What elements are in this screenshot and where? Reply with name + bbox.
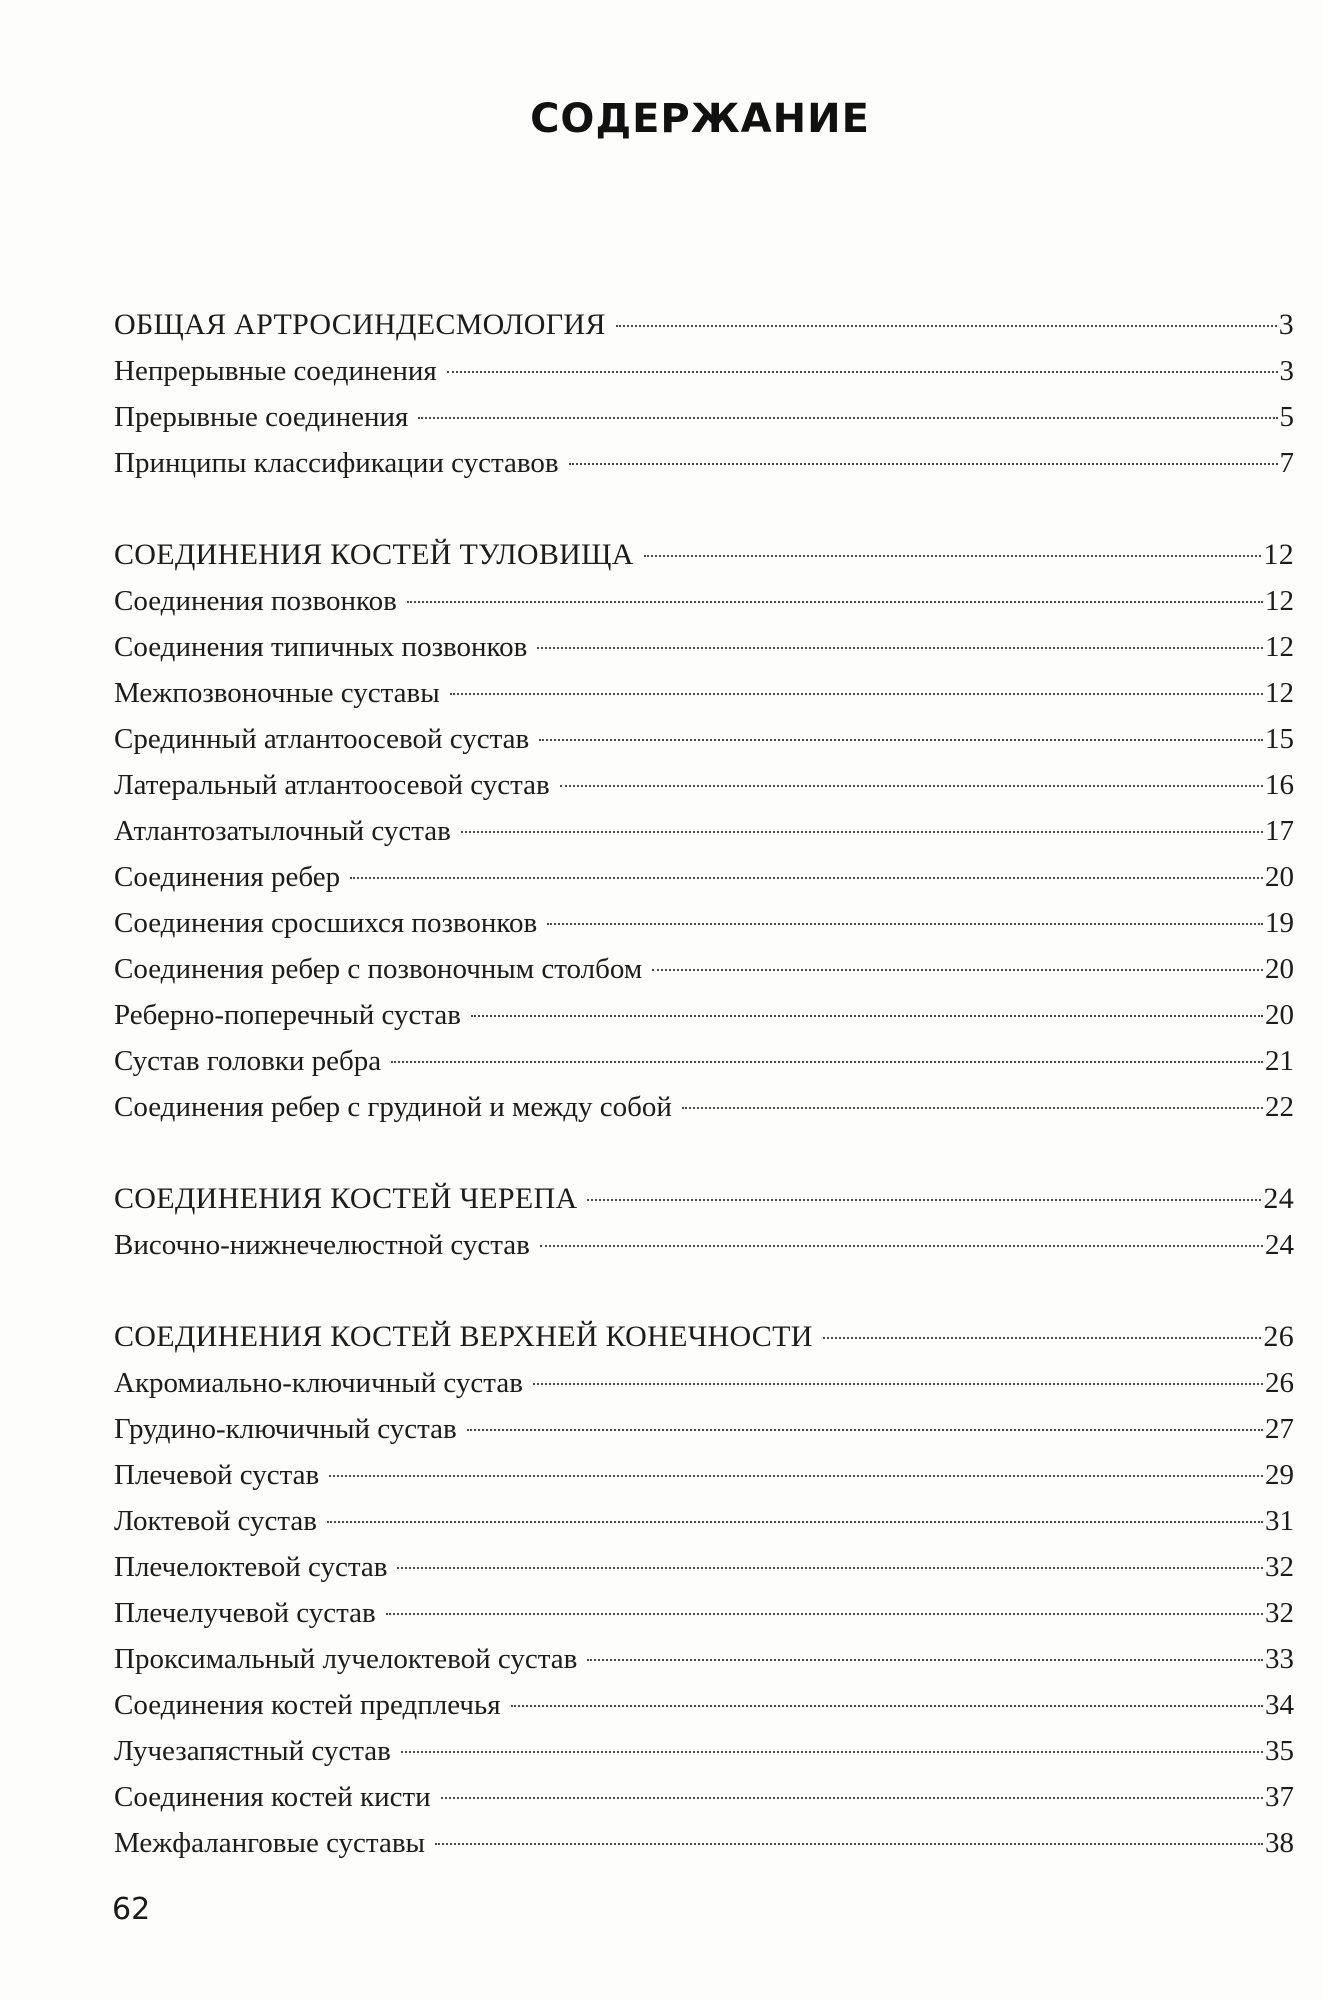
dot-leader — [560, 785, 1263, 787]
dot-leader — [533, 1383, 1263, 1385]
entry-title: Локтевой сустав — [114, 1505, 317, 1537]
toc-entry[interactable] — [114, 1636, 1294, 1682]
entry-page-number: 32 — [1265, 1551, 1294, 1583]
entry-title: Срединный атлантоосевой сустав — [114, 723, 530, 755]
entry-title: Межпозвоночные суставы — [114, 677, 440, 709]
entry-title: Прерывные соединения — [114, 401, 409, 433]
toc-section — [114, 532, 1294, 1130]
dot-leader — [682, 1107, 1263, 1109]
entry-page-number: 15 — [1265, 723, 1294, 755]
dot-leader — [547, 923, 1263, 925]
toc-entry[interactable] — [114, 992, 1294, 1038]
dot-leader — [461, 831, 1263, 833]
entry-title: Плечелучевой сустав — [114, 1597, 376, 1629]
entry-page-number: 24 — [1263, 1182, 1294, 1215]
toc-entry[interactable] — [114, 1452, 1294, 1498]
dot-leader — [418, 417, 1277, 419]
toc-entry[interactable] — [114, 808, 1294, 854]
toc-entry[interactable] — [114, 1590, 1294, 1636]
toc-entry[interactable] — [114, 1406, 1294, 1452]
section-title: СОЕДИНЕНИЯ КОСТЕЙ ЧЕРЕПА — [114, 1182, 578, 1215]
toc-entry[interactable] — [114, 348, 1294, 394]
toc-entry[interactable] — [114, 1544, 1294, 1590]
entry-title: Межфаланговые суставы — [114, 1827, 425, 1859]
entry-page-number: 3 — [1278, 308, 1294, 341]
entry-title: Соединения позвонков — [114, 585, 397, 617]
entry-page-number: 27 — [1265, 1413, 1294, 1445]
entry-title: Соединения костей кисти — [114, 1781, 431, 1813]
toc-entry[interactable] — [114, 1360, 1294, 1406]
entry-title: Реберно-поперечный сустав — [114, 999, 461, 1031]
dot-leader — [537, 647, 1263, 649]
entry-page-number: 12 — [1265, 677, 1294, 709]
toc-entry[interactable] — [114, 1222, 1294, 1268]
dot-leader — [587, 1199, 1261, 1201]
dot-leader — [587, 1659, 1263, 1661]
section-title: СОЕДИНЕНИЯ КОСТЕЙ ВЕРХНЕЙ КОНЕЧНОСТИ — [114, 1320, 813, 1353]
toc-entry[interactable] — [114, 854, 1294, 900]
toc-entry[interactable] — [114, 946, 1294, 992]
entry-page-number: 34 — [1265, 1689, 1294, 1721]
entry-title: Лучезапястный сустав — [114, 1735, 391, 1767]
toc-entry[interactable] — [114, 900, 1294, 946]
toc-section-heading[interactable] — [114, 302, 1294, 348]
dot-leader — [644, 555, 1262, 557]
toc-entry[interactable] — [114, 670, 1294, 716]
dot-leader — [329, 1475, 1263, 1477]
dot-leader — [450, 693, 1263, 695]
entry-title: Соединения ребер — [114, 861, 341, 893]
dot-leader — [327, 1521, 1263, 1523]
toc-entry[interactable] — [114, 1498, 1294, 1544]
entry-page-number: 31 — [1265, 1505, 1294, 1537]
entry-title: Соединения ребер с грудиной и между собой — [114, 1091, 672, 1123]
dot-leader — [471, 1015, 1263, 1017]
entry-page-number: 17 — [1265, 815, 1294, 847]
entry-page-number: 22 — [1265, 1091, 1294, 1123]
entry-title: Акромиально-ключичный сустав — [114, 1367, 523, 1399]
entry-page-number: 12 — [1263, 538, 1294, 571]
entry-page-number: 5 — [1279, 401, 1294, 433]
entry-page-number: 26 — [1263, 1320, 1294, 1353]
entry-title: Принципы классификации суставов — [114, 447, 559, 479]
entry-title: Соединения костей предплечья — [114, 1689, 501, 1721]
dot-leader — [391, 1061, 1263, 1063]
entry-title: Атлантозатылочный сустав — [114, 815, 451, 847]
entry-title: Плечевой сустав — [114, 1459, 320, 1491]
toc-entry[interactable] — [114, 1774, 1294, 1820]
dot-leader — [350, 877, 1263, 879]
dot-leader — [435, 1843, 1263, 1845]
dot-leader — [447, 371, 1278, 373]
dot-leader — [386, 1613, 1263, 1615]
entry-title: Проксимальный лучелоктевой сустав — [114, 1643, 578, 1675]
toc-section — [114, 1176, 1294, 1268]
toc-entry[interactable] — [114, 1038, 1294, 1084]
dot-leader — [441, 1797, 1263, 1799]
entry-page-number: 7 — [1279, 447, 1294, 479]
table-of-contents — [114, 302, 1294, 1912]
entry-page-number: 16 — [1265, 769, 1294, 801]
entry-page-number: 12 — [1265, 585, 1294, 617]
entry-page-number: 20 — [1265, 999, 1294, 1031]
entry-page-number: 3 — [1279, 355, 1294, 387]
toc-entry[interactable] — [114, 716, 1294, 762]
dot-leader — [467, 1429, 1263, 1431]
entry-page-number: 24 — [1265, 1229, 1294, 1261]
toc-section-heading[interactable] — [114, 1314, 1294, 1360]
entry-page-number: 20 — [1265, 861, 1294, 893]
section-title: ОБЩАЯ АРТРОСИНДЕСМОЛОГИЯ — [114, 308, 606, 341]
toc-entry[interactable] — [114, 1084, 1294, 1130]
entry-page-number: 29 — [1265, 1459, 1294, 1491]
entry-page-number: 20 — [1265, 953, 1294, 985]
toc-entry[interactable] — [114, 1682, 1294, 1728]
dot-leader — [407, 601, 1263, 603]
toc-section — [114, 1314, 1294, 1866]
entry-title: Латеральный атлантоосевой сустав — [114, 769, 550, 801]
entry-page-number: 33 — [1265, 1643, 1294, 1675]
entry-page-number: 35 — [1265, 1735, 1294, 1767]
entry-page-number: 37 — [1265, 1781, 1294, 1813]
entry-page-number: 19 — [1265, 907, 1294, 939]
entry-title: Соединения сросшихся позвонков — [114, 907, 538, 939]
entry-page-number: 38 — [1265, 1827, 1294, 1859]
dot-leader — [539, 739, 1263, 741]
page-title: СОДЕРЖАНИЕ — [530, 96, 870, 142]
entry-title: Грудино-ключичный сустав — [114, 1413, 457, 1445]
toc-entry[interactable] — [114, 440, 1294, 486]
toc-entry[interactable] — [114, 1728, 1294, 1774]
dot-leader — [540, 1245, 1263, 1247]
entry-page-number: 12 — [1265, 631, 1294, 663]
dot-leader — [652, 969, 1263, 971]
entry-title: Сустав головки ребра — [114, 1045, 382, 1077]
toc-section-heading[interactable] — [114, 532, 1294, 578]
entry-title: Плечелоктевой сустав — [114, 1551, 388, 1583]
toc-section-heading[interactable] — [114, 1176, 1294, 1222]
section-title: СОЕДИНЕНИЯ КОСТЕЙ ТУЛОВИЩА — [114, 538, 634, 571]
toc-entry[interactable] — [114, 624, 1294, 670]
entry-title: Височно-нижнечелюстной сустав — [114, 1229, 530, 1261]
page-number: 62 — [112, 1892, 151, 1927]
dot-leader — [511, 1705, 1263, 1707]
entry-title: Соединения типичных позвонков — [114, 631, 528, 663]
dot-leader — [823, 1337, 1262, 1339]
toc-entry[interactable] — [114, 762, 1294, 808]
toc-entry[interactable] — [114, 578, 1294, 624]
dot-leader — [569, 463, 1278, 465]
dot-leader — [616, 325, 1277, 327]
entry-page-number: 26 — [1265, 1367, 1294, 1399]
dot-leader — [401, 1751, 1263, 1753]
entry-title: Непрерывные соединения — [114, 355, 437, 387]
dot-leader — [397, 1567, 1263, 1569]
entry-page-number: 21 — [1265, 1045, 1294, 1077]
toc-entry[interactable] — [114, 394, 1294, 440]
entry-title: Соединения ребер с позвоночным столбом — [114, 953, 643, 985]
toc-entry[interactable] — [114, 1820, 1294, 1866]
toc-section — [114, 302, 1294, 486]
entry-page-number: 32 — [1265, 1597, 1294, 1629]
